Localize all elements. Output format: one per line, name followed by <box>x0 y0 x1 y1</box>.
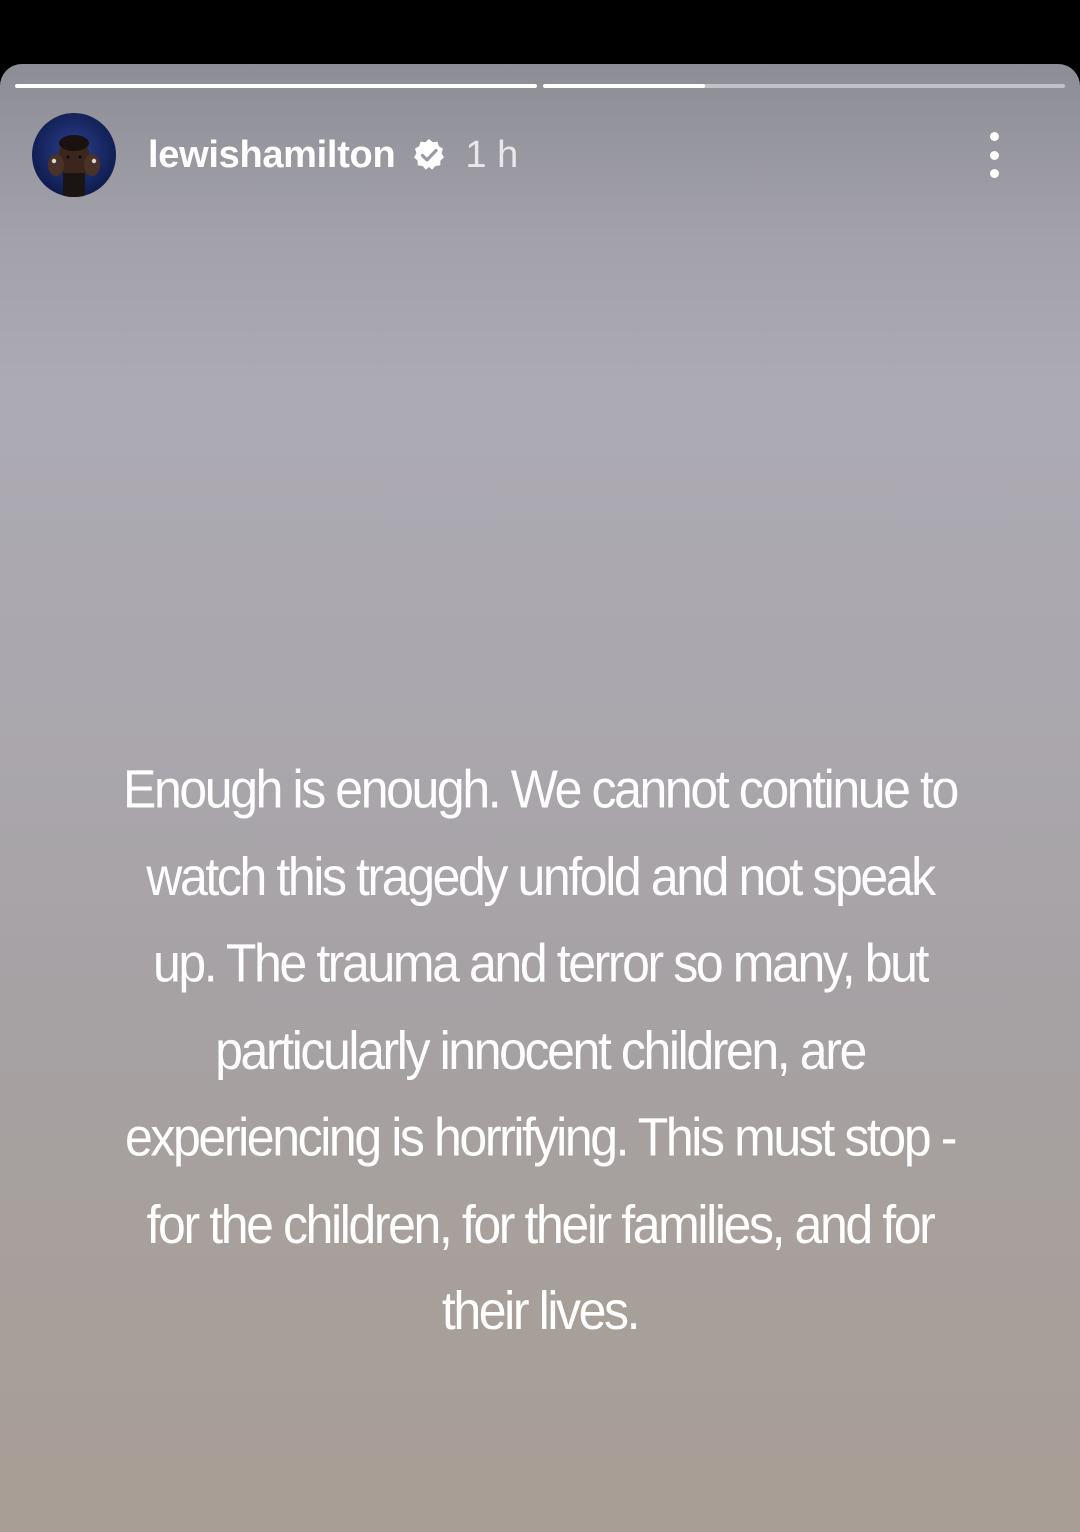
dot <box>990 169 999 178</box>
dot <box>990 132 999 141</box>
story-progress-bar <box>15 84 1065 88</box>
story-viewer[interactable] <box>0 64 1080 1532</box>
progress-fill <box>543 84 705 88</box>
dot <box>990 151 999 160</box>
avatar-image <box>32 113 116 197</box>
more-vertical-icon[interactable] <box>982 132 1006 178</box>
verified-badge-icon <box>411 137 447 173</box>
story-header <box>32 112 1048 198</box>
avatar[interactable] <box>32 113 116 197</box>
username[interactable]: lewishamilton <box>148 133 396 176</box>
progress-segment-1 <box>15 84 537 88</box>
post-time: 1 h <box>465 133 519 176</box>
story-text: Enough is enough. We cannot continue to watch this tragedy unfold and not speak up. The trauma and terror so many, but particularly innocent children, are experiencing is horrifying. This must stop - for the children, for their families, and for their lives. <box>123 758 957 1342</box>
progress-fill <box>15 84 537 88</box>
progress-segment-2 <box>543 84 1065 88</box>
